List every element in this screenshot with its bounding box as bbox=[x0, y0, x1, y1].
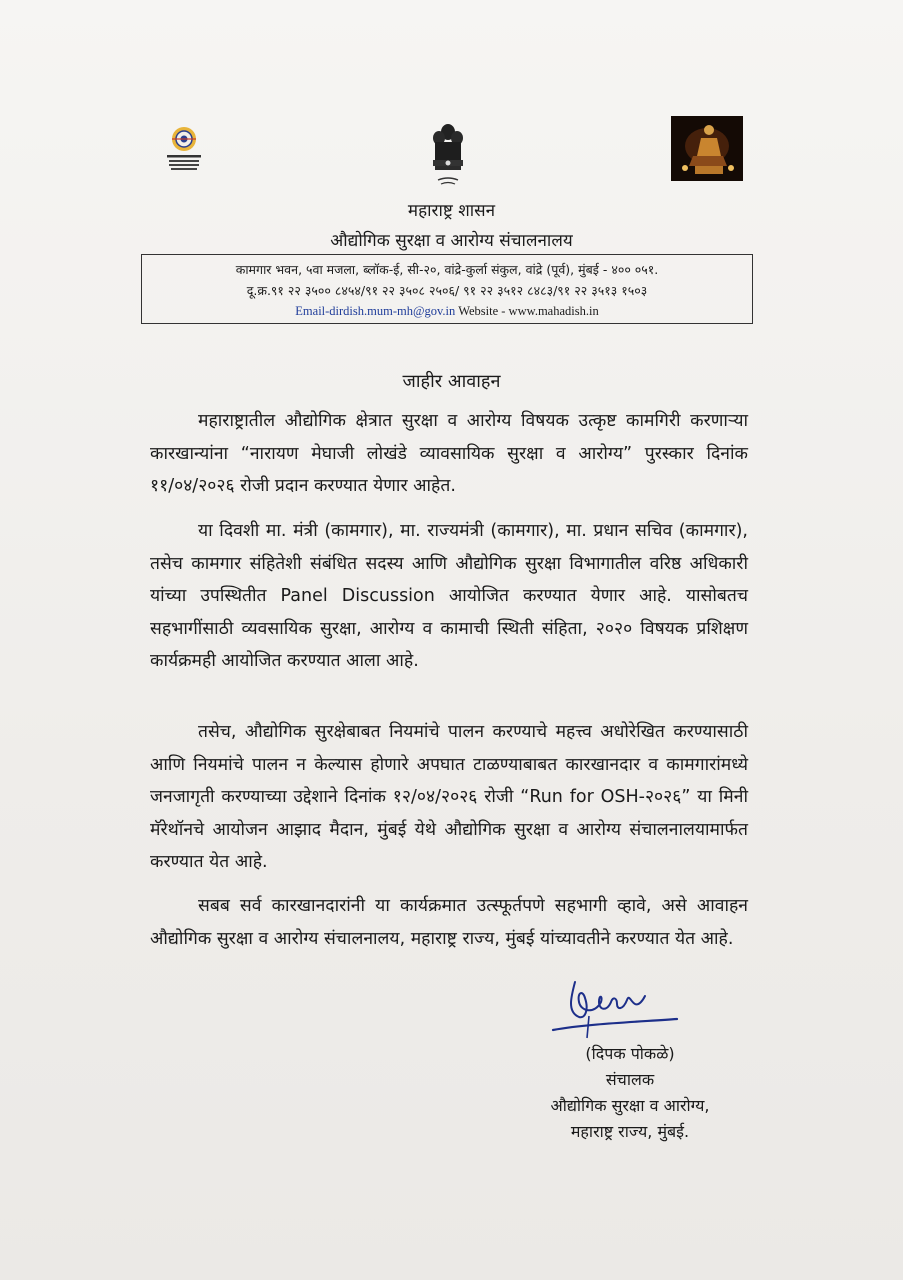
statue-icon bbox=[671, 116, 743, 181]
directorate-name: औद्योगिक सुरक्षा व आरोग्य संचालनालय bbox=[330, 231, 573, 251]
contact-line bbox=[142, 304, 752, 319]
email-link[interactable]: Email-dirdish.mum-mh@gov.in bbox=[295, 304, 456, 318]
directorate-logo-icon bbox=[163, 125, 205, 175]
signatory-office: औद्योगिक सुरक्षा व आरोग्य, bbox=[550, 1096, 710, 1115]
paragraph-panel-discussion: या दिवशी मा. मंत्री (कामगार), मा. राज्यमंत्री (कामगार), मा. प्रधान सचिव (कामगार), तसेच कामगार संहितेशी संबंधित सदस्य आणि औद्योगिक सुरक्षा विभागातील वरिष्ठ अधिकारी यांच्या उपस्थितीत Panel Discussion आयोजित करण्यात येणार आहे. यासोबतच सहभागींसाठी व्यवसायिक सुरक्षा, आरोग्य व कामाची स्थिती संहिता, २०२० विषयक प्रशिक्षण कार्यक्रमही आयोजित करण्यात आला आहे. bbox=[150, 521, 748, 671]
paragraph-marathon: तसेच, औद्योगिक सुरक्षेबाबत नियमांचे पालन करण्याचे महत्त्व अधोरेखित करण्यासाठी आणि नियमांचे पालन न केल्यास होणारे अपघात टाळण्याबाबत कारखानदार व कामगारांमध्ये जनजागृती करण्याच्या उद्देशाने दिनांक १२/०४/२०२६ रोजी “Run for OSH-२०२६” या मिनी मॅरेथॉनचे आयोजन आझाद मैदान, मुंबई येथे औद्योगिक सुरक्षा व आरोग्य संचालनालयामार्फत करण्यात येत आहे. bbox=[150, 722, 748, 872]
website-link[interactable]: Website - www.mahadish.in bbox=[458, 304, 599, 318]
signatory-name: (दिपक पोकळे) bbox=[585, 1044, 675, 1063]
office-address: कामगार भवन, ५वा मजला, ब्लॉक-ई, सी-२०, वांद्रे-कुर्ला संकुल, वांद्रे (पूर्व), मुंबई - ४०० ०५१. bbox=[235, 262, 659, 277]
phone-numbers: दू.क्र.९१ २२ ३५०० ८४५४/९१ २२ ३५०८ २५०६/ ९१ २२ ३५१२ ८४८३/९१ २२ ३५१३ १५०३ bbox=[246, 283, 648, 298]
government-name: महाराष्ट्र शासन bbox=[407, 201, 496, 221]
paragraph-appeal: सबब सर्व कारखानदारांनी या कार्यक्रमात उत्स्फूर्तपणे सहभागी व्हावे, असे आवाहन औद्योगिक सुरक्षा व आरोग्य संचालनालय, महाराष्ट्र राज्य, मुंबई यांच्यावतीने करण्यात येत आहे. bbox=[150, 896, 748, 949]
signatory-place: महाराष्ट्र राज्य, मुंबई. bbox=[570, 1122, 690, 1141]
notice-title: जाहीर आवाहन bbox=[402, 371, 501, 392]
statue-photo bbox=[671, 116, 743, 181]
signature-icon bbox=[545, 972, 685, 1047]
signatory-designation: संचालक bbox=[605, 1070, 655, 1089]
national-emblem-icon bbox=[428, 122, 468, 190]
address-box bbox=[141, 254, 753, 324]
paragraph-award: महाराष्ट्रातील औद्योगिक क्षेत्रात सुरक्षा व आरोग्य विषयक उत्कृष्ट कामगिरी करणाऱ्या कारखान्यांना “नारायण मेघाजी लोखंडे व्यावसायिक सुरक्षा व आरोग्य” पुरस्कार दिनांक ११/०४/२०२६ रोजी प्रदान करण्यात येणार आहेत. bbox=[150, 411, 748, 496]
